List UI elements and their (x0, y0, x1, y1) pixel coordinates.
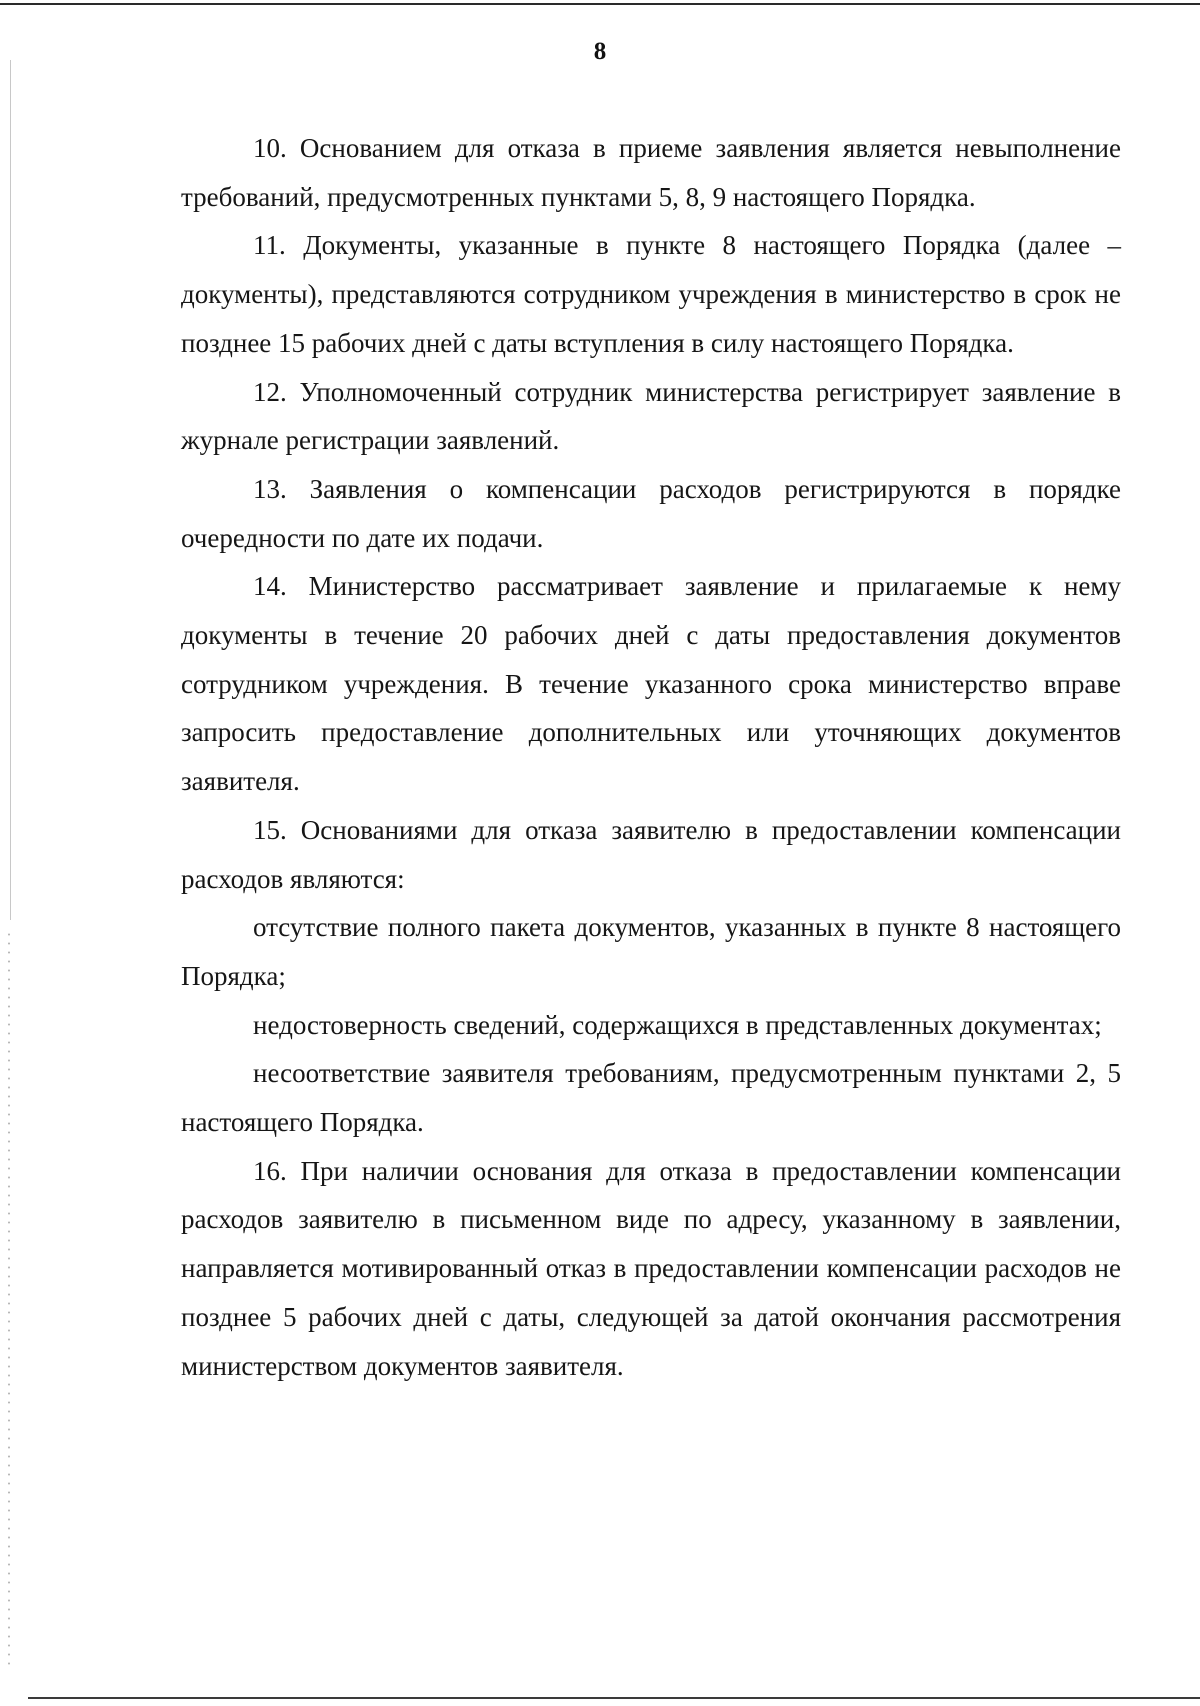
list-item-inaccurate-data: недостоверность сведений, содержащихся в представленных документах; (253, 1009, 1102, 1040)
paragraph-16: 16. При наличии основания для отказа в предоставлении компенсации расходов заявителю в письменном виде по адресу, указанному в заявлении, направляется мотивированный отказ в предоставлении компенсации расходов не позднее 5 рабочих дней с даты, следующей за датой окончания рассмотрения министерством документов заявителя. (181, 1155, 1121, 1381)
paragraph-10: 10. Основанием для отказа в приеме заявления является невыполнение требований, предусмотренных пунктами 5, 8, 9 настоящего Порядка. (181, 133, 1121, 212)
scan-noise-left (6, 930, 12, 1670)
paragraph-14: 14. Министерство рассматривает заявление и прилагаемые к нему документы в течение 20 рабочих дней с даты предоставления документов сотрудником учреждения. В течение указанного срока министерство вправе запросить предоставление дополнительных или уточняющих документов заявителя. (181, 571, 1121, 797)
page-number: 8 (593, 38, 607, 65)
list-item-missing-documents: отсутствие полного пакета документов, указанных в пункте 8 настоящего Порядка; (181, 912, 1121, 991)
scan-border-top (0, 3, 1200, 5)
paragraph-12: 12. Уполномоченный сотрудник министерства регистрирует заявление в журнале регистрации заявлений. (181, 376, 1121, 456)
paragraph-11: 11. Документы, указанные в пункте 8 настоящего Порядка (далее – документы), представляются сотрудником учреждения в министерство в срок не позднее 15 рабочих дней с даты вступления в силу настоящего Порядка. (181, 230, 1121, 358)
paragraph-15: 15. Основаниями для отказа заявителю в предоставлении компенсации расходов являются: (181, 814, 1121, 894)
paragraph-13: 13. Заявления о компенсации расходов регистрируются в порядке очередности по дате их подачи. (181, 473, 1121, 553)
list-item-noncompliance: несоответствие заявителя требованиям, предусмотренным пунктами 2, 5 настоящего Порядка. (181, 1058, 1121, 1138)
document-body (181, 124, 1121, 1390)
scan-border-bottom (28, 1697, 1200, 1699)
scan-border-left (10, 60, 11, 920)
